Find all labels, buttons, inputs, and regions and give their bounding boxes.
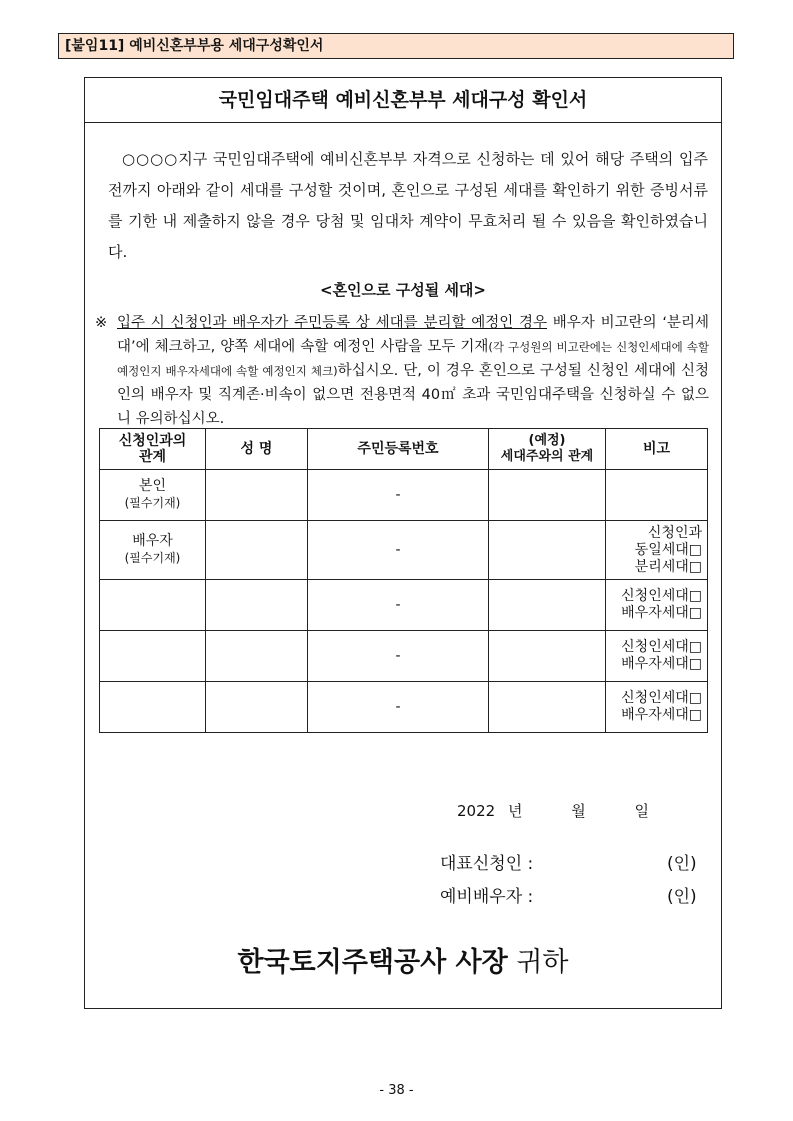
name-cell[interactable] — [206, 580, 308, 631]
rrn-cell[interactable]: - — [308, 631, 489, 682]
date-day-unit: 일 — [634, 802, 650, 820]
remarks-cell[interactable]: 신청인세대□ 배우자세대□ — [606, 682, 708, 733]
remarks-cell[interactable]: 신청인세대□ 배우자세대□ — [606, 631, 708, 682]
remarks-cell[interactable]: 신청인세대□ 배우자세대□ — [606, 580, 708, 631]
signature-label: 예비배우자 : — [440, 887, 534, 907]
relation-cell: 배우자 (필수기재) — [100, 521, 206, 580]
notice — [95, 311, 709, 431]
rrn-cell[interactable]: - — [308, 682, 489, 733]
household-relation-cell[interactable] — [489, 580, 606, 631]
page-number: - 38 - — [379, 1083, 414, 1098]
household-relation-cell[interactable] — [489, 682, 606, 733]
name-cell[interactable] — [206, 521, 308, 580]
household-relation-cell[interactable] — [489, 631, 606, 682]
intro-paragraph — [108, 144, 708, 268]
form-frame — [84, 77, 722, 1009]
notice-body — [117, 311, 709, 431]
date-year-unit: 년 — [507, 802, 523, 820]
rrn-cell[interactable]: - — [308, 580, 489, 631]
table-row — [100, 521, 708, 580]
signature-fiance — [440, 882, 697, 907]
reference-mark: ※ — [95, 315, 108, 331]
name-cell[interactable] — [206, 470, 308, 521]
notice-text-1: 배우자 비고란의 ‘분리세대’에 체크하고, 양쪽 세대에 속할 예정인 사람을 모두 기재 — [117, 315, 709, 355]
notice-underlined: 입주 시 신청인과 배우자가 주민등록 상 세대를 분리할 예정인 경우 — [117, 315, 548, 331]
relation-cell[interactable] — [100, 580, 206, 631]
date-line — [457, 800, 649, 821]
table-row — [100, 682, 708, 733]
relation-cell[interactable] — [100, 682, 206, 733]
addressee-suffix: 귀하 — [507, 947, 569, 978]
header-household-relation: (예정) 세대주와의 관계 — [489, 429, 606, 470]
household-relation-cell[interactable] — [489, 521, 606, 580]
form-title: 국민임대주택 예비신혼부부 세대구성 확인서 — [85, 78, 721, 123]
table-row — [100, 631, 708, 682]
addressee-name: 한국토지주택공사 사장 — [237, 947, 508, 978]
notice-text-2: 하십시오. 단, 이 경우 혼인으로 구성될 신청인 세대에 신청인의 배우자 및 직계존·비속이 없으면 전용면적 40㎡ 초과 국민임대주택을 신청하실 수 없으니 유의하십시오. — [117, 363, 709, 427]
rrn-cell[interactable]: - — [308, 521, 489, 580]
notice-small-text: (각 구성원의 비고란에는 신청인세대에 속할 예정인지 배우자세대에 속할 예정인지 체크) — [117, 340, 709, 378]
attachment-label: [붙임11] 예비신혼부부용 세대구성확인서 — [58, 33, 734, 59]
table-row — [100, 470, 708, 521]
intro-text: ○○○○지구 국민임대주택에 예비신혼부부 자격으로 신청하는 데 있어 해당 주택의 입주 전까지 아래와 같이 세대를 구성할 것이며, 혼인으로 구성된 세대를 확인하기 위한 증빙서류를 기한 내 제출하지 않을 경우 당첨 및 임대차 계약이 무효처리 될 수 있음을 확인하였습니다. — [108, 150, 708, 261]
signature-applicant — [440, 849, 697, 874]
header-name: 성 명 — [206, 429, 308, 470]
header-relation: 신청인과의 관계 — [100, 429, 206, 470]
signature-label: 대표신청인 : — [440, 854, 534, 874]
seal-mark[interactable]: (인) — [667, 854, 697, 874]
subheading: <혼인으로 구성될 세대> — [320, 281, 486, 299]
table-header-row — [100, 429, 708, 470]
addressee — [85, 940, 721, 979]
date-year[interactable]: 2022 — [457, 802, 496, 820]
relation-cell: 본인 (필수기재) — [100, 470, 206, 521]
household-table — [99, 428, 708, 733]
seal-mark[interactable]: (인) — [667, 887, 697, 907]
remarks-cell — [606, 470, 708, 521]
date-month-unit: 월 — [571, 802, 586, 820]
table-row — [100, 580, 708, 631]
household-relation-cell[interactable] — [489, 470, 606, 521]
remarks-cell[interactable]: 신청인과 동일세대□ 분리세대□ — [606, 521, 708, 580]
name-cell[interactable] — [206, 682, 308, 733]
relation-cell[interactable] — [100, 631, 206, 682]
rrn-cell[interactable]: - — [308, 470, 489, 521]
header-rrn: 주민등록번호 — [308, 429, 489, 470]
name-cell[interactable] — [206, 631, 308, 682]
header-remarks: 비고 — [606, 429, 708, 470]
